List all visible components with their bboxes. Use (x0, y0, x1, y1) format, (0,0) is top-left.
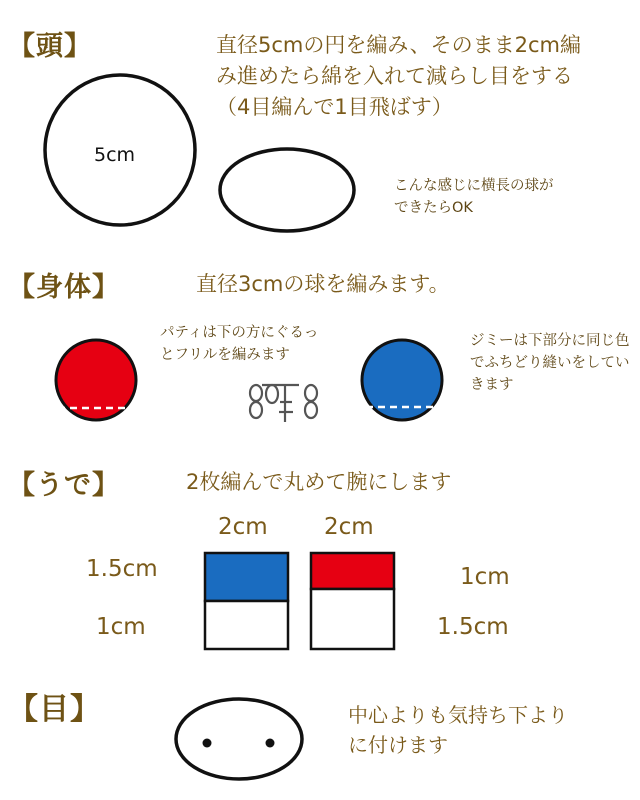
head-circle-label: 5cm (94, 144, 136, 166)
right-arm-bottom-height-label: 1.5cm (437, 614, 509, 640)
left-arm-white-part (205, 601, 288, 649)
left-arm-blue-part (205, 553, 288, 601)
head-note: こんな感じに横長の球ができたらOK (394, 178, 554, 216)
right-arm-width-label: 2cm (324, 514, 374, 540)
right-arm-white-part (311, 589, 394, 649)
body-instruction: 直径3cmの球を編みます。 (196, 272, 450, 296)
right-arm-red-part (311, 553, 394, 589)
head-heading: 【頭】 (8, 31, 92, 62)
head-instruction: 直径5cmの円を編み、そのまま2cm編み進めたら綿を入れて減らし目をする（4目編んで1目飛ばす） (216, 33, 581, 119)
eyes-heading: 【目】 (8, 692, 101, 727)
body-heading: 【身体】 (8, 272, 120, 303)
arms-instruction: 2枚編んで丸めて腕にします (186, 470, 452, 494)
eye-face-oval (176, 699, 302, 779)
right-eye-dot (266, 739, 275, 748)
left-arm-top-height-label: 1.5cm (86, 556, 158, 582)
arms-heading: 【うで】 (8, 470, 120, 501)
right-arm-top-height-label: 1cm (460, 564, 510, 590)
left-arm-bottom-height-label: 1cm (96, 614, 146, 640)
patty-note: パティは下の方にぐるっとフリルを編みます (160, 325, 319, 363)
left-eye-dot (203, 739, 212, 748)
left-arm-width-label: 2cm (218, 514, 268, 540)
eyes-note: 中心よりも気持ち下よりに付けます (348, 703, 568, 757)
frill-doodle (250, 385, 317, 422)
jimmy-note: ジミーは下部分に同じ色でふちどり縫いをしていきます (470, 333, 630, 393)
head-oval (220, 149, 354, 231)
